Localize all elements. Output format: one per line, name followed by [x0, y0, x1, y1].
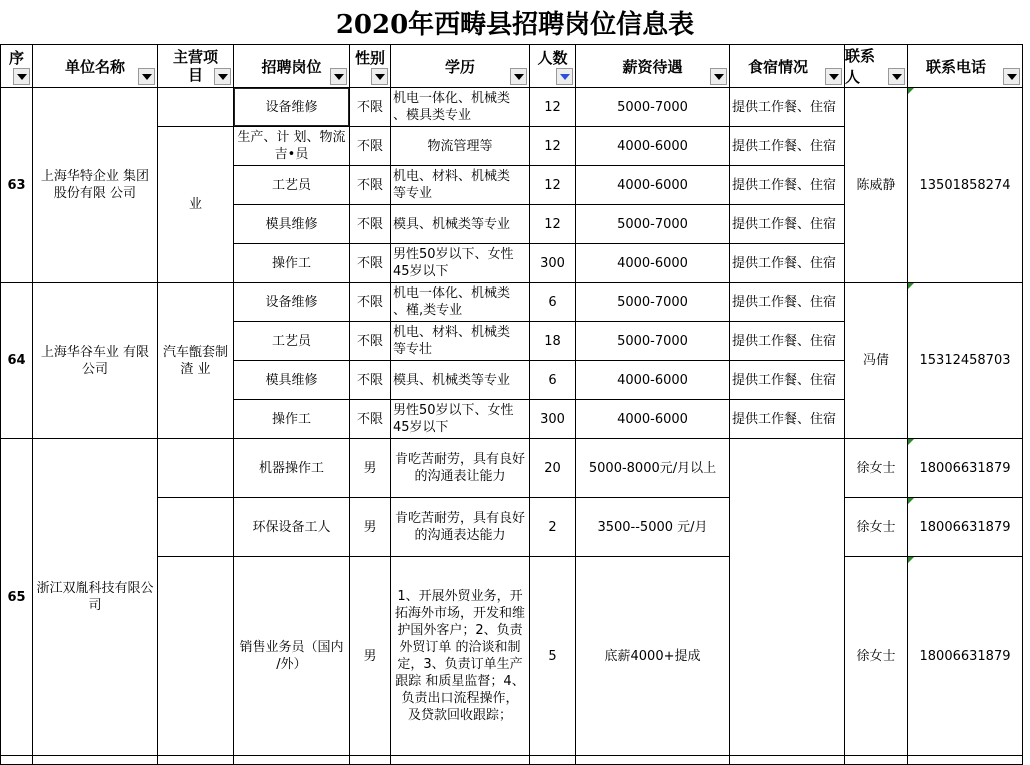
position-cell[interactable]: 工艺员: [233, 165, 350, 205]
board-cell[interactable]: 提供工作餐、住宿: [729, 165, 845, 205]
seq-cell[interactable]: [0, 755, 33, 765]
salary-cell[interactable]: 3500--5000 元/月: [575, 497, 730, 557]
board-cell[interactable]: 提供工作餐、住宿: [729, 204, 845, 244]
board-cell[interactable]: 提供工作餐、住宿: [729, 399, 845, 439]
gender-cell[interactable]: 男: [349, 556, 391, 756]
header-position-label: 招聘岗位: [261, 57, 322, 76]
education-cell[interactable]: 男性50岁以下、女性 45岁以下: [390, 399, 530, 439]
position-cell[interactable]: 模具维修: [233, 204, 350, 244]
contact-cell[interactable]: 陈威静: [844, 87, 908, 283]
comment-marker-icon: [908, 439, 914, 445]
gender-cell[interactable]: 不限: [349, 204, 391, 244]
header-salary-label: 薪资待遇: [622, 57, 683, 76]
page-title: 2020年西畴县招聘岗位信息表: [335, 9, 695, 40]
header-board-label: 食宿情况: [747, 57, 808, 76]
position-cell[interactable]: 销售业务员（国内 /外）: [233, 556, 350, 756]
filter-dropdown-icon[interactable]: [371, 68, 388, 85]
header-count[interactable]: [529, 44, 576, 88]
education-cell[interactable]: 机电、材料、机械类 等专业: [390, 165, 530, 205]
position-cell[interactable]: 操作工: [233, 243, 350, 283]
comment-marker-icon: [908, 557, 914, 563]
count-cell[interactable]: 6: [529, 360, 576, 400]
position-cell[interactable]: 模具维修: [233, 360, 350, 400]
header-gender-label: 性别: [354, 49, 385, 67]
business-cell[interactable]: [157, 87, 234, 127]
count-cell[interactable]: 18: [529, 321, 576, 361]
company-cell[interactable]: 上海华谷车业 有限公司: [32, 282, 158, 439]
count-cell[interactable]: 6: [529, 282, 576, 322]
header-salary[interactable]: [575, 44, 730, 88]
header-education[interactable]: [390, 44, 530, 88]
count-cell[interactable]: [529, 755, 576, 765]
salary-cell[interactable]: 5000-7000: [575, 87, 730, 127]
count-cell[interactable]: 300: [529, 243, 576, 283]
position-cell[interactable]: 环保设备工人: [233, 497, 350, 557]
phone-cell[interactable]: [907, 556, 1023, 756]
salary-cell[interactable]: 4000-6000: [575, 165, 730, 205]
education-cell[interactable]: 物流管理等: [390, 126, 530, 166]
contact-cell[interactable]: 徐女士: [844, 438, 908, 498]
education-cell[interactable]: 肯吃苦耐劳，具有良好的沟通表让能力: [390, 438, 530, 498]
count-cell[interactable]: 20: [529, 438, 576, 498]
gender-cell[interactable]: 不限: [349, 282, 391, 322]
filter-dropdown-icon[interactable]: [510, 68, 527, 85]
phone-value: 18006631879: [919, 648, 1011, 664]
seq-cell[interactable]: 64: [0, 282, 33, 439]
header-seq-label: 序: [8, 49, 24, 67]
gender-cell[interactable]: 不限: [349, 126, 391, 166]
education-cell[interactable]: 男性50岁以下、女性 45岁以下: [390, 243, 530, 283]
header-seq[interactable]: [0, 44, 33, 88]
count-cell[interactable]: 12: [529, 87, 576, 127]
count-cell[interactable]: 12: [529, 204, 576, 244]
phone-value: 13501858274: [919, 177, 1011, 193]
phone-value: 18006631879: [919, 519, 1011, 535]
education-cell[interactable]: 机电、材料、机械类 等专壮: [390, 321, 530, 361]
filter-dropdown-icon[interactable]: [214, 68, 231, 85]
header-company-label: 单位名称: [64, 57, 125, 76]
salary-cell[interactable]: 底薪4000+提成: [575, 556, 730, 756]
board-cell[interactable]: 提供工作餐、住宿: [729, 282, 845, 322]
count-cell[interactable]: 12: [529, 165, 576, 205]
education-cell[interactable]: 机电一体化、机械类 、槿,类专业: [390, 282, 530, 322]
board-cell[interactable]: 提供工作餐、住宿: [729, 360, 845, 400]
header-contact[interactable]: [844, 44, 908, 88]
gender-cell[interactable]: 不限: [349, 321, 391, 361]
phone-value: 15312458703: [919, 353, 1011, 368]
phone-cell[interactable]: [907, 87, 1023, 283]
filter-dropdown-icon[interactable]: [13, 68, 30, 85]
header-gender[interactable]: [349, 44, 391, 88]
education-cell[interactable]: 模具、机械类等专业: [390, 360, 530, 400]
header-company[interactable]: [32, 44, 158, 88]
count-cell[interactable]: 5: [529, 556, 576, 756]
salary-cell[interactable]: 4000-6000: [575, 243, 730, 283]
count-cell[interactable]: 12: [529, 126, 576, 166]
board-cell[interactable]: 提供工作餐、住宿: [729, 243, 845, 283]
business-cell[interactable]: 汽车甑套制渣 业: [157, 282, 234, 439]
position-cell[interactable]: 机器操作工: [233, 438, 350, 498]
company-cell[interactable]: 上海华特企业 集团股份有限 公司: [32, 87, 158, 283]
board-cell[interactable]: [729, 755, 845, 765]
company-cell[interactable]: [32, 755, 158, 765]
phone-cell[interactable]: [907, 755, 1023, 765]
gender-cell[interactable]: [349, 755, 391, 765]
filter-dropdown-icon[interactable]: [888, 68, 905, 85]
phone-value: 18006631879: [919, 460, 1011, 476]
phone-cell[interactable]: [907, 438, 1023, 498]
gender-cell[interactable]: 不限: [349, 399, 391, 439]
salary-cell[interactable]: 5000-8000元/月以上: [575, 438, 730, 498]
contact-cell[interactable]: 冯倩: [844, 282, 908, 439]
header-phone-label: 联系电话: [925, 57, 986, 76]
header-education-label: 学历: [444, 57, 475, 76]
education-cell[interactable]: [390, 755, 530, 765]
header-business-label: 主营项目: [172, 48, 218, 84]
business-cell[interactable]: [157, 497, 234, 557]
salary-cell[interactable]: 5000-7000: [575, 282, 730, 322]
board-cell[interactable]: 提供工作餐、住宿: [729, 126, 845, 166]
comment-marker-icon: [908, 498, 914, 504]
header-board[interactable]: [729, 44, 845, 88]
salary-cell[interactable]: 5000-7000: [575, 204, 730, 244]
position-cell[interactable]: [233, 755, 350, 765]
gender-cell[interactable]: 不限: [349, 243, 391, 283]
education-cell[interactable]: 1、开展外贸业务，开拓海外市场，开发和维护国外客户；2、负责外贸订单 的洽谈和制定，3、负责订单生产跟踪 和质星监督；4、负责出口流程操作， 及贷款回收跟踪；: [390, 556, 530, 756]
filter-dropdown-icon[interactable]: [710, 68, 727, 85]
position-cell[interactable]: 操作工: [233, 399, 350, 439]
education-cell[interactable]: 肯吃苦耐劳，具有良好的沟通表达能力: [390, 497, 530, 557]
board-cell[interactable]: [729, 438, 845, 756]
header-count-label: 人数: [537, 49, 568, 67]
header-phone[interactable]: [907, 44, 1023, 88]
header-position[interactable]: [233, 44, 350, 88]
salary-cell[interactable]: 4000-6000: [575, 399, 730, 439]
gender-cell[interactable]: 不限: [349, 87, 391, 127]
phone-cell[interactable]: [907, 282, 1023, 439]
board-cell[interactable]: 提供工作餐、住宿: [729, 87, 845, 127]
position-cell[interactable]: 工艺员: [233, 321, 350, 361]
contact-cell[interactable]: [844, 755, 908, 765]
education-cell[interactable]: 模具、机械类等专业: [390, 204, 530, 244]
filter-dropdown-icon[interactable]: [825, 68, 842, 85]
gender-cell[interactable]: 不限: [349, 165, 391, 205]
gender-cell[interactable]: 不限: [349, 360, 391, 400]
business-cell[interactable]: [157, 438, 234, 498]
gender-cell[interactable]: 男: [349, 438, 391, 498]
board-cell[interactable]: 提供工作餐、住宿: [729, 321, 845, 361]
company-cell[interactable]: 浙江双胤科技有限公司: [32, 438, 158, 756]
contact-cell[interactable]: 徐女士: [844, 556, 908, 756]
count-cell[interactable]: 300: [529, 399, 576, 439]
sort-filter-dropdown-icon[interactable]: [556, 68, 573, 85]
contact-cell[interactable]: 徐女士: [844, 497, 908, 557]
business-cell[interactable]: [157, 556, 234, 756]
filter-dropdown-icon[interactable]: [1003, 68, 1020, 85]
position-cell[interactable]: 设备维修: [233, 282, 350, 322]
salary-cell[interactable]: [575, 755, 730, 765]
filter-dropdown-icon[interactable]: [138, 68, 155, 85]
education-cell[interactable]: 机电一体化、机械类 、模具类专业: [390, 87, 530, 127]
comment-marker-icon: [908, 88, 914, 94]
comment-marker-icon: [908, 283, 914, 289]
seq-cell[interactable]: 65: [0, 438, 33, 756]
position-cell[interactable]: 生产、计 划、物流 吉•员: [233, 126, 350, 166]
header-contact-label: 联系人: [845, 47, 876, 86]
count-cell[interactable]: 2: [529, 497, 576, 557]
business-cell[interactable]: 业: [157, 126, 234, 283]
position-cell[interactable]: 设备维修: [233, 87, 350, 127]
salary-cell[interactable]: 4000-6000: [575, 126, 730, 166]
gender-cell[interactable]: 男: [349, 497, 391, 557]
filter-dropdown-icon[interactable]: [330, 68, 347, 85]
salary-cell[interactable]: 4000-6000: [575, 360, 730, 400]
phone-cell[interactable]: [907, 497, 1023, 557]
seq-cell[interactable]: 63: [0, 87, 33, 283]
header-business[interactable]: [157, 44, 234, 88]
recruitment-table: [0, 44, 1030, 758]
salary-cell[interactable]: 5000-7000: [575, 321, 730, 361]
business-cell[interactable]: [157, 755, 234, 765]
